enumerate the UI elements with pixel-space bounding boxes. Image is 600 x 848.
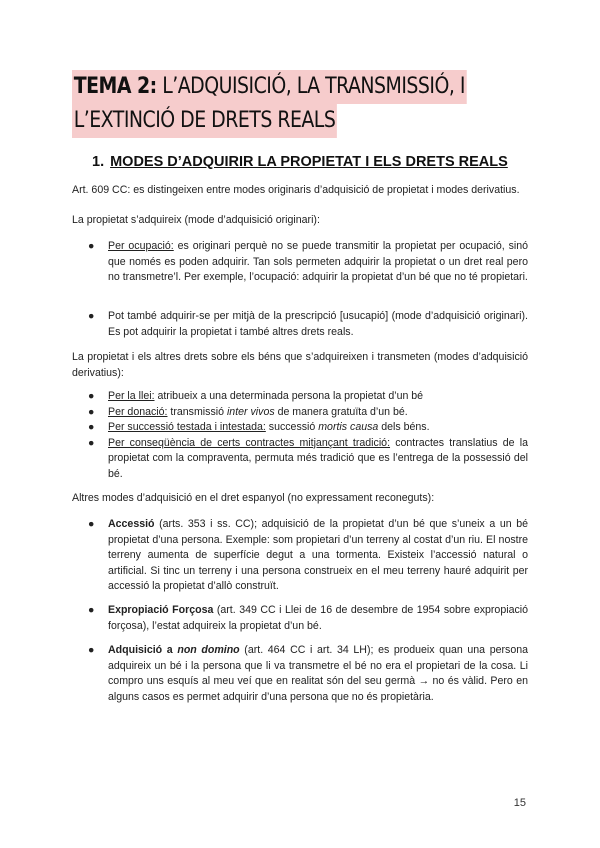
altres-list-non-domino xyxy=(72,643,528,705)
item-label: Per ocupació: xyxy=(108,240,174,252)
bullet-icon: ● xyxy=(88,518,95,530)
title-topic-number: TEMA 2: xyxy=(73,74,157,99)
section-heading-text: MODES D’ADQUIRIR LA PROPIETAT I ELS DRETS REALS xyxy=(110,154,508,170)
list-item xyxy=(72,643,528,705)
list-item xyxy=(72,436,528,483)
item-label: Per conseqüència de certs contractes mitjançant tradició: xyxy=(108,436,391,449)
originari-intro: La propietat s’adquireix (mode d’adquisició originari): xyxy=(72,214,320,226)
list-item xyxy=(72,309,528,340)
item-text: es originari perquè no se puede transmitir la propietat per ocupació, sinó que només es poden adquirir. Tan sols permeten adquirir la propietat o un dret real pero no transmetre’l. Per exemple, l’ocupació: adquirir la propietat d’un bé que no té propietari. xyxy=(108,240,529,283)
list-item xyxy=(72,517,528,595)
bullet-icon: ● xyxy=(88,310,95,322)
title-line-1 xyxy=(72,70,467,104)
bullet-icon: ● xyxy=(88,421,95,433)
item-label-emphasis: non domino xyxy=(177,644,240,656)
bullet-icon: ● xyxy=(88,644,95,656)
page-number: 15 xyxy=(513,797,526,809)
bullet-icon: ● xyxy=(88,405,95,418)
item-text: atribueix a una determinada persona la propietat d’un bé xyxy=(154,390,424,402)
bullet-icon: ● xyxy=(88,604,95,616)
list-item xyxy=(72,389,528,405)
list-item xyxy=(72,405,528,421)
item-emphasis: mortis causa xyxy=(318,421,379,433)
section-heading xyxy=(92,154,508,170)
bullet-icon: ● xyxy=(88,436,95,449)
bullet-icon: ● xyxy=(88,390,95,402)
list-item xyxy=(72,420,528,436)
title-line-2: L’EXTINCIÓ DE DRETS REALS xyxy=(72,104,337,138)
list-item xyxy=(72,239,528,286)
intro-art-paragraph: Art. 609 CC: es distingeixen entre modes originaris d’adquisició de propietat i modes derivatius. xyxy=(72,184,520,196)
derivatius-intro: La propietat i els altres drets sobre els béns que s’adquireixen i transmeten (modes d’adquisició derivatius): xyxy=(72,351,528,379)
item-text-end: de manera gratuïta d’un bé. xyxy=(274,405,408,418)
item-text: transmissió xyxy=(167,405,227,418)
item-emphasis: inter vivos xyxy=(226,405,275,418)
originari-list-2 xyxy=(72,309,528,340)
item-label: Per successió testada i intestada: xyxy=(108,421,266,433)
item-text: (art. 349 CC i Llei de 16 de desembre de 1954 sobre expropiació forçosa), l’estat adquireix la propietat d’un bé. xyxy=(108,604,529,632)
item-label: Expropiació Forçosa xyxy=(108,604,214,616)
item-label: Per donació: xyxy=(108,405,168,418)
item-text: (arts. 353 i ss. CC); adquisició de la propietat d’un bé que s’uneix a un bé propietat d’una persona. Exemple: som propietari d’un terreny al costat d’un riu. El nostre terreny aumenta de superfície degut a una tormenta. Existeix l’accessió natural o artificial. Si tinc un terreny i una persona construeix en el meu terreny hauré adquirit per accessió la propietat d’allò construït. xyxy=(108,518,528,592)
list-item xyxy=(72,603,528,634)
item-label: Adquisició a xyxy=(108,644,178,656)
item-text-end: dels béns. xyxy=(378,421,430,433)
item-text: contractes translatius de la propietat com la compraventa, permuta més tradició que es l’entrega de la possessió del bé. xyxy=(108,436,528,480)
title-line-1-text: L’ADQUISICIÓ, LA TRANSMISSIÓ, I xyxy=(156,74,465,99)
altres-list-accessio xyxy=(72,517,528,595)
altres-list-expropiacio xyxy=(72,603,528,634)
item-text: (art. 464 CC i art. 34 LH); es produeix quan una persona adquireix un bé i la persona que li va transmetre el bé no era el propietari de la cosa. Li compro uns esquís al meu veí que en realitat són del seu germà → no és vàlid. Pero en alguns casos es permet adquirir d’una persona que no és propietària. xyxy=(108,644,529,703)
altres-intro: Altres modes d’adquisició en el dret espanyol (no expressament reconeguts): xyxy=(72,492,435,504)
item-text: Pot també adquirir-se per mitjà de la prescripció [usucapió] (mode d’adquisició originari). Es pot adquirir la propietat i també altres drets reals. xyxy=(108,310,528,338)
item-text: successió xyxy=(265,421,319,433)
derivatius-list xyxy=(72,389,528,482)
page-title xyxy=(72,70,492,138)
item-label: Accessió xyxy=(108,518,155,530)
originari-list xyxy=(72,239,528,286)
section-number: 1. xyxy=(92,154,105,170)
bullet-icon: ● xyxy=(88,240,95,252)
item-label: Per la llei: xyxy=(108,390,155,402)
